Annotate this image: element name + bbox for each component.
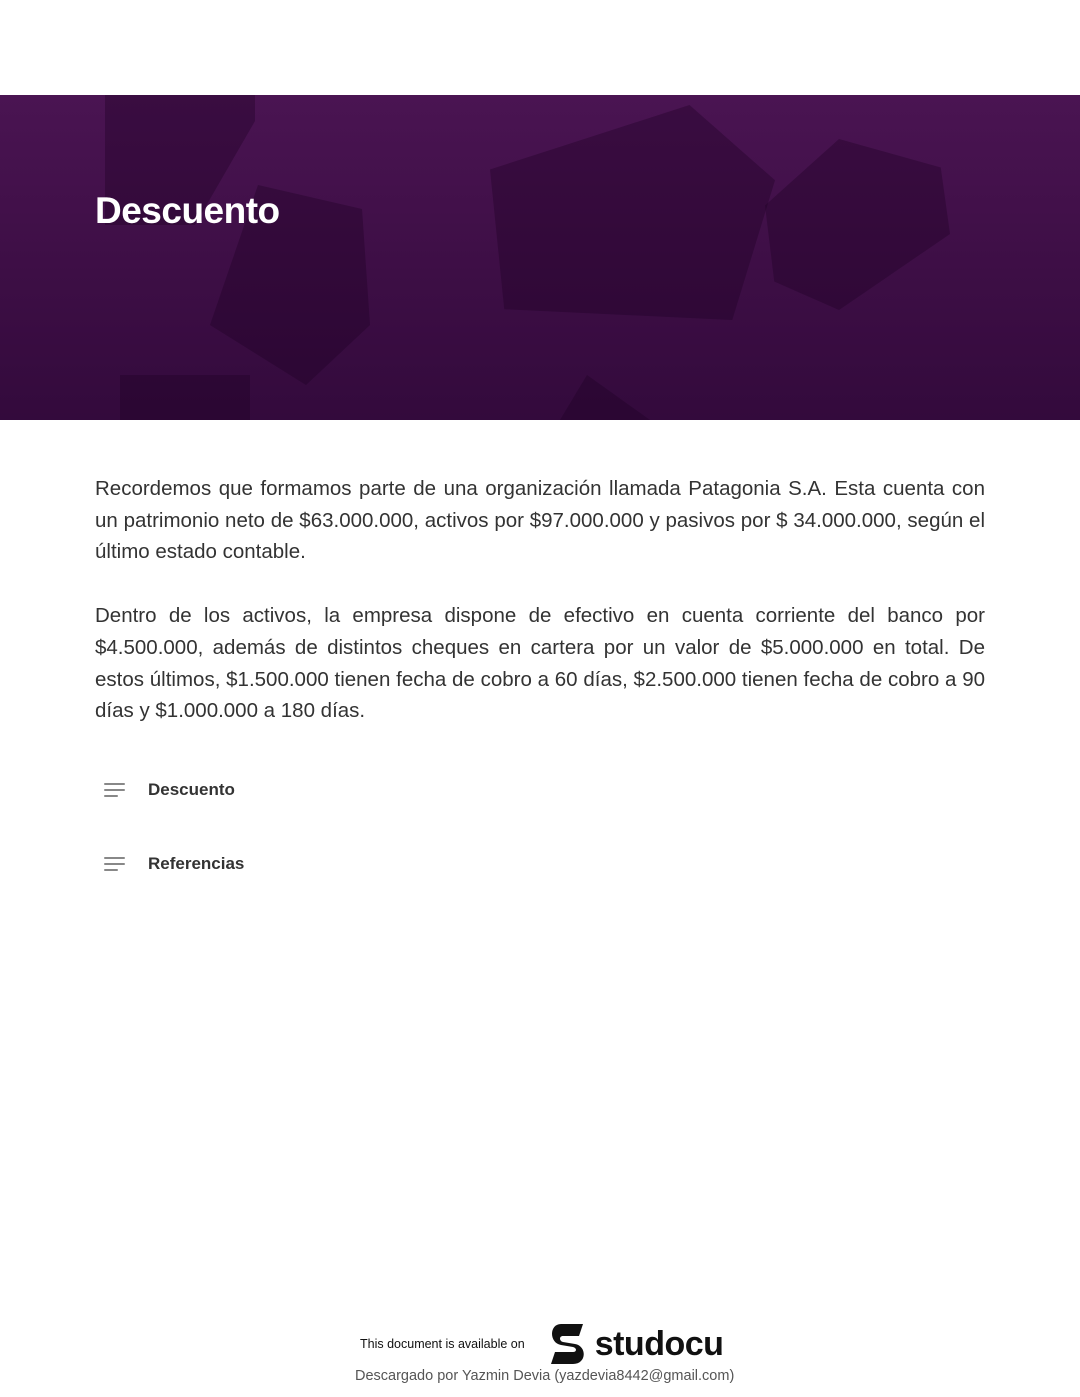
banner-decoration — [560, 375, 650, 420]
section-list — [95, 770, 244, 918]
header-banner — [0, 95, 1080, 420]
downloaded-by-text: Descargado por Yazmin Devia (yazdevia8442@gmail.com) — [355, 1368, 735, 1384]
text-lines-icon — [104, 782, 126, 798]
availability-text: This document is available on — [360, 1337, 525, 1351]
studocu-wordmark: studocu — [594, 1324, 724, 1363]
section-link-descuento[interactable] — [95, 770, 244, 810]
text-lines-icon — [104, 856, 126, 872]
banner-decoration — [765, 120, 950, 310]
studocu-logo[interactable] — [547, 1322, 724, 1366]
footer-availability — [360, 1322, 723, 1366]
content-body — [95, 473, 985, 759]
page-title: Descuento — [95, 190, 280, 231]
studocu-logo-icon — [547, 1322, 589, 1366]
banner-decoration — [120, 375, 250, 420]
section-label: Descuento — [148, 780, 235, 799]
section-label: Referencias — [148, 854, 245, 873]
intro-paragraph: Recordemos que formamos parte de una organización llamada Patagonia S.A. Esta cuenta con un patrimonio neto de $63.000.000, activos por $97.000.000 y pasivos por $ 34.000.000, según el último estado contable. — [95, 477, 985, 564]
assets-paragraph: Dentro de los activos, la empresa dispone de efectivo en cuenta corriente del banco por $4.500.000, además de distintos cheques en cartera por un valor de $5.000.000 en total. De estos últimos, $1.500.000 tienen fecha de cobro a 60 días, $2.500.000 tienen fecha de cobro a 90 días y $1.000.000 a 180 días. — [95, 604, 985, 723]
section-link-referencias[interactable] — [95, 844, 244, 884]
banner-decoration — [490, 105, 775, 320]
